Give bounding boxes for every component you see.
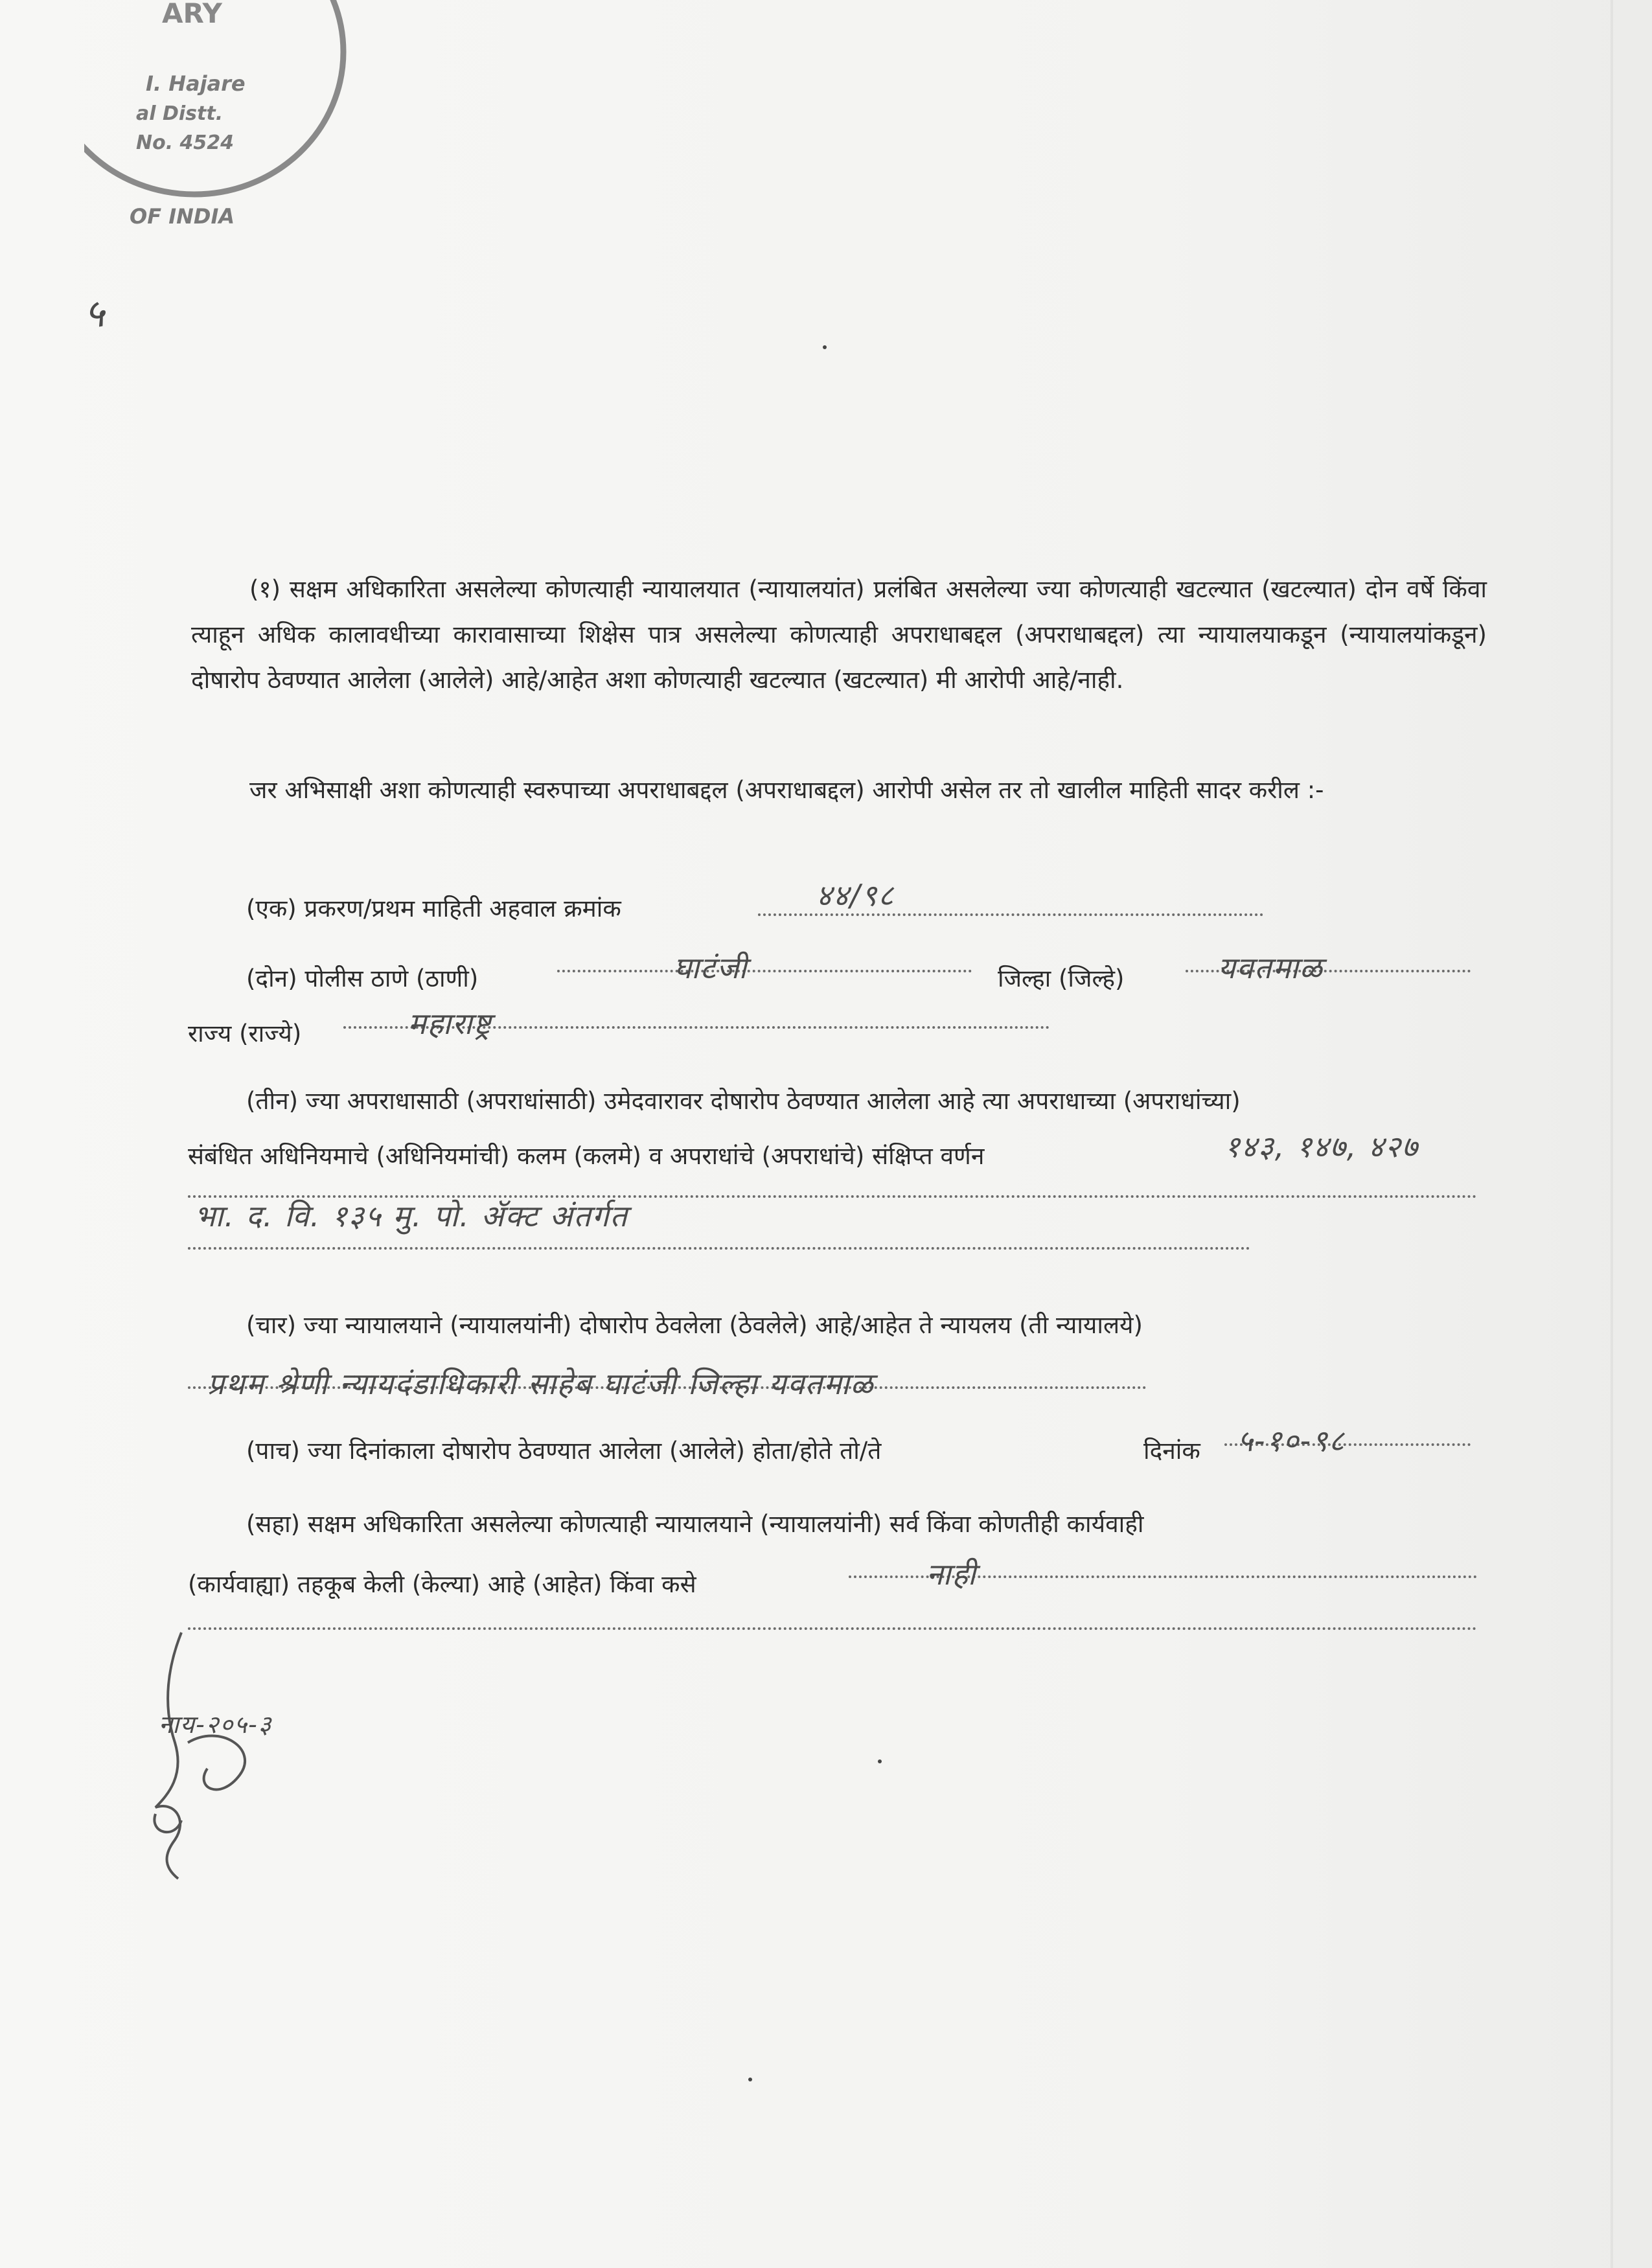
item6-value: नाही [926,1557,977,1592]
scan-speck [748,2078,752,2081]
stamp-name: I. Hajare [146,71,246,96]
item3-act-value: भा. द. वि. १३५ मु. पो. ॲक्ट अंतर्गत [194,1198,628,1233]
item4-court-value: प्रथम श्रेणी न्यायदंडाधिकारी साहेब घाटंजी जिल्हा यवतमाळ [207,1366,875,1401]
scan-speck [878,1759,882,1763]
item2-district-value: यवतमाळ [1218,950,1324,985]
item3-label-continued: संबंधित अधिनियमाचे (अधिनियमांची) कलम (कलमे) व अपराधांचे (अपराधांचे) संक्षिप्त वर्णन [188,1142,985,1170]
declaration-paragraph [191,567,1487,703]
item5-date-label: दिनांक [1143,1437,1200,1465]
stamp-top-text: ARY [162,0,222,29]
item6-label: (सहा) सक्षम अधिकारिता असलेल्या कोणत्याही न्यायालयाने (न्यायालयांनी) सर्व किंवा कोणतीही कार्यवाही [246,1510,1144,1538]
item2-state-value: महाराष्ट्र [408,1006,492,1041]
item6-dotted-field-2 [188,1627,1477,1630]
page-edge-shadow [1611,0,1613,2268]
item5-label: (पाच) ज्या दिनांकाला दोषारोप ठेवण्यात आलेला (आलेले) होता/होते तो/ते [246,1437,882,1465]
item2-label: (दोन) पोलीस ठाणे (ठाणी) [246,965,479,992]
seal-stamp [84,0,356,240]
item2-station-dotted-field [557,970,972,972]
page-number-mark: ५ [84,291,106,336]
instruction-text: जर अभिसाक्षी अशा कोणत्याही स्वरुपाच्या अपराधाबद्दल (अपराधाबद्दल) आरोपी असेल तर तो खालील माहिती सादर करील :- [249,776,1324,804]
stamp-dist: al Distt. [136,102,224,125]
stamp-country: OF INDIA [130,204,235,229]
item1-label: (एक) प्रकरण/प्रथम माहिती अहवाल क्रमांक [246,895,621,922]
signature [130,1626,337,1885]
declaration-text: (१) सक्षम अधिकारिता असलेल्या कोणत्याही न्यायालयात (न्यायालयांत) प्रलंबित असलेल्या ज्या कोणत्याही खटल्यात (खटल्यात) दोन वर्षे किंवा त्याहून अधिक कालावधीच्या कारावासाच्या शिक्षेस पात्र असलेल्या कोणत्याही अपराधाबद्दल (अपराधाबद्दल) त्या न्यायालयाकडून (न्यायालयांकडून) दोषारोप ठेवण्यात आलेला (आलेले) आहे/आहेत अशा कोणत्याही खटल्यात (खटल्यात) मी आरोपी आहे/नाही. [191,575,1487,694]
item1-value: ४४/९८ [816,878,895,913]
item5-date-value: ५-१०-९८ [1237,1423,1346,1458]
item3-sections-value: १४३, १४७, ४२७ [1224,1129,1419,1164]
item3-dotted-field-2 [188,1247,1250,1250]
item4-label: (चार) ज्या न्यायालयाने (न्यायालयांनी) दोषारोप ठेवलेला (ठेवलेले) आहे/आहेत ते न्यायलय (ती न्यायालये) [246,1311,1143,1339]
instruction-paragraph [191,768,1487,813]
item2-state-label: राज्य (राज्ये) [188,1020,302,1048]
item3-label: (तीन) ज्या अपराधासाठी (अपराधांसाठी) उमेदवारावर दोषारोप ठेवण्यात आलेला आहे त्या अपराधाच्या (अपराधांच्या) [246,1087,1241,1115]
item2-station-value: घाटंजी [674,950,748,985]
item6-label-continued: (कार्यवाह्या) तहकूब केली (केल्या) आहे (आहेत) किंवा कसे [188,1570,696,1598]
footer-handwritten-note: नाय-२०५-३ [159,1710,273,1739]
item2-district-label: जिल्हा (जिल्हे) [998,965,1125,992]
stamp-number: No. 4524 [136,132,235,154]
scan-speck [823,345,827,349]
